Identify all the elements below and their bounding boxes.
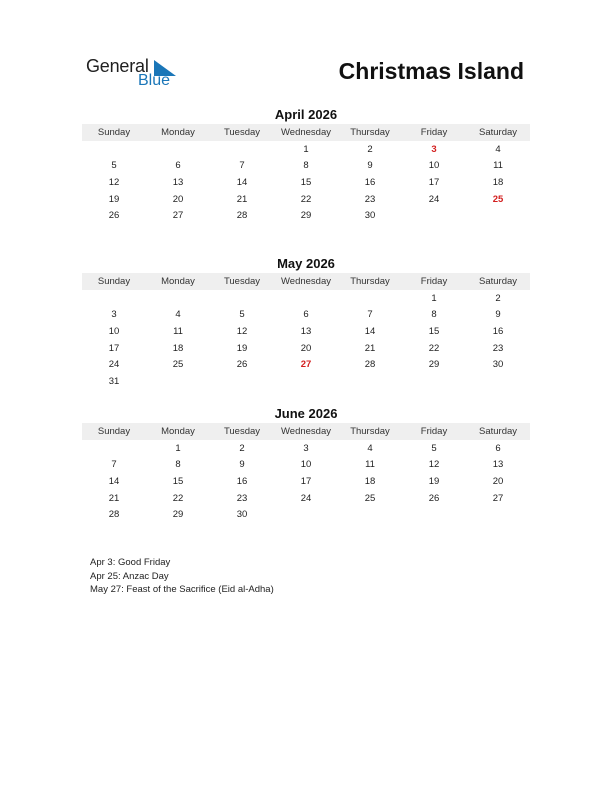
week-row (82, 290, 530, 307)
week-row (82, 473, 530, 490)
day-cell: 27 (300, 359, 312, 371)
month-title: May 2026 (277, 256, 335, 271)
week-row (82, 373, 530, 390)
weekday-label: Saturday (478, 127, 518, 138)
weekday-label: Sunday (97, 276, 131, 287)
day-cell: 22 (428, 342, 440, 354)
day-cell: 30 (492, 359, 504, 371)
day-cell: 7 (239, 160, 245, 172)
day-cell: 23 (236, 492, 248, 504)
day-cell: 29 (428, 359, 440, 371)
weekday-label: Monday (161, 426, 195, 437)
logo-word-general: General (86, 56, 149, 76)
week-row (82, 440, 530, 457)
day-cell: 19 (108, 193, 120, 205)
day-cell: 27 (172, 210, 184, 222)
month-june (82, 405, 530, 523)
week-row (82, 141, 530, 158)
day-cell: 8 (175, 459, 181, 471)
day-cell: 19 (236, 342, 248, 354)
weekday-label: Saturday (478, 426, 518, 437)
weekday-label: Monday (161, 276, 195, 287)
weekday-label: Wednesday (281, 127, 331, 138)
day-cell: 8 (303, 160, 309, 172)
month-title: June 2026 (274, 406, 338, 421)
week-row (82, 307, 530, 324)
day-cell: 30 (236, 509, 248, 521)
weekday-label: Thursday (350, 426, 390, 437)
day-cell: 20 (172, 193, 184, 205)
day-cell: 2 (495, 292, 501, 304)
day-cell: 5 (239, 309, 245, 321)
day-cell: 6 (495, 442, 501, 454)
week-row (82, 191, 530, 208)
holiday-notes (90, 556, 274, 597)
day-cell: 29 (172, 509, 184, 521)
day-cell: 9 (367, 160, 373, 172)
day-cell: 11 (365, 459, 375, 471)
day-cell: 25 (492, 193, 504, 205)
week-grid (82, 440, 530, 523)
weekday-label: Friday (420, 127, 448, 138)
day-cell: 8 (431, 309, 437, 321)
day-cell: 23 (364, 193, 376, 205)
day-cell: 16 (492, 325, 504, 337)
week-grid (82, 141, 530, 224)
day-cell: 15 (428, 325, 440, 337)
month-title: April 2026 (274, 107, 338, 122)
week-row (82, 340, 530, 357)
day-cell: 21 (108, 492, 120, 504)
day-cell: 18 (172, 342, 184, 354)
day-cell: 7 (367, 309, 373, 321)
day-cell: 9 (495, 309, 501, 321)
day-cell: 27 (492, 492, 504, 504)
day-cell: 2 (239, 442, 245, 454)
weekday-label: Monday (161, 127, 195, 138)
week-row (82, 158, 530, 175)
day-cell: 6 (175, 160, 181, 172)
day-cell: 28 (236, 210, 248, 222)
day-cell: 31 (108, 375, 120, 387)
logo-word-blue: Blue (138, 72, 171, 89)
day-cell: 24 (300, 492, 312, 504)
day-cell: 13 (172, 176, 184, 188)
day-cell: 24 (428, 193, 440, 205)
day-cell: 19 (428, 475, 440, 487)
weekday-label: Sunday (97, 426, 131, 437)
day-cell: 4 (367, 442, 373, 454)
week-row (82, 323, 530, 340)
weekday-label: Thursday (350, 276, 390, 287)
week-grid (82, 290, 530, 390)
week-row (82, 506, 530, 523)
day-cell: 20 (492, 475, 504, 487)
weekday-header (82, 423, 530, 440)
week-row (82, 490, 530, 507)
day-cell: 14 (364, 325, 376, 337)
day-cell: 22 (300, 193, 312, 205)
weekday-label: Friday (420, 426, 448, 437)
day-cell: 4 (495, 143, 501, 155)
holiday-note: Apr 25: Anzac Day (90, 570, 169, 582)
day-cell: 28 (108, 509, 120, 521)
day-cell: 15 (300, 176, 312, 188)
day-cell: 2 (367, 143, 373, 155)
day-cell: 17 (428, 176, 440, 188)
day-cell: 13 (492, 459, 504, 471)
day-cell: 25 (172, 359, 184, 371)
week-row (82, 457, 530, 474)
weekday-label: Tuesday (223, 276, 261, 287)
weekday-label: Tuesday (223, 127, 261, 138)
day-cell: 3 (431, 143, 437, 155)
weekday-label: Tuesday (223, 426, 261, 437)
week-row (82, 174, 530, 191)
day-cell: 26 (108, 210, 120, 222)
day-cell: 9 (239, 459, 245, 471)
day-cell: 18 (492, 176, 504, 188)
day-cell: 15 (172, 475, 184, 487)
holiday-note: Apr 3: Good Friday (90, 557, 171, 568)
day-cell: 16 (364, 176, 376, 188)
week-row (82, 356, 530, 373)
day-cell: 26 (428, 492, 440, 504)
day-cell: 13 (300, 325, 312, 337)
day-cell: 24 (108, 359, 120, 371)
day-cell: 16 (236, 475, 248, 487)
day-cell: 6 (303, 309, 309, 321)
day-cell: 11 (173, 325, 183, 337)
day-cell: 4 (175, 309, 181, 321)
weekday-label: Wednesday (281, 276, 331, 287)
day-cell: 22 (172, 492, 184, 504)
weekday-label: Friday (420, 276, 448, 287)
weekday-label: Thursday (350, 127, 390, 138)
day-cell: 14 (236, 176, 248, 188)
day-cell: 10 (108, 325, 120, 337)
day-cell: 30 (364, 210, 376, 222)
holiday-note: May 27: Feast of the Sacrifice (Eid al-Adha) (90, 584, 274, 595)
day-cell: 20 (300, 342, 312, 354)
weekday-label: Saturday (478, 276, 518, 287)
day-cell: 21 (364, 342, 376, 354)
day-cell: 5 (431, 442, 437, 454)
month-april (82, 106, 530, 224)
day-cell: 21 (236, 193, 248, 205)
day-cell: 25 (364, 492, 376, 504)
day-cell: 12 (236, 325, 248, 337)
day-cell: 17 (108, 342, 120, 354)
day-cell: 17 (300, 475, 312, 487)
day-cell: 10 (300, 459, 312, 471)
day-cell: 3 (303, 442, 309, 454)
day-cell: 28 (364, 359, 376, 371)
day-cell: 18 (364, 475, 376, 487)
generalblue-logo (86, 56, 186, 96)
day-cell: 29 (300, 210, 312, 222)
day-cell: 5 (111, 160, 117, 172)
day-cell: 23 (492, 342, 504, 354)
day-cell: 1 (431, 292, 437, 304)
day-cell: 3 (111, 309, 117, 321)
weekday-label: Sunday (97, 127, 131, 138)
day-cell: 1 (175, 442, 181, 454)
day-cell: 10 (428, 160, 440, 172)
week-row (82, 207, 530, 224)
weekday-label: Wednesday (281, 426, 331, 437)
day-cell: 1 (303, 143, 309, 155)
weekday-header (82, 273, 530, 290)
day-cell: 12 (108, 176, 120, 188)
day-cell: 12 (428, 459, 440, 471)
month-may (82, 255, 530, 390)
country-title: Christmas Island (338, 58, 524, 84)
day-cell: 26 (236, 359, 248, 371)
day-cell: 7 (111, 459, 117, 471)
day-cell: 11 (493, 160, 503, 172)
weekday-header (82, 124, 530, 141)
day-cell: 14 (108, 475, 120, 487)
